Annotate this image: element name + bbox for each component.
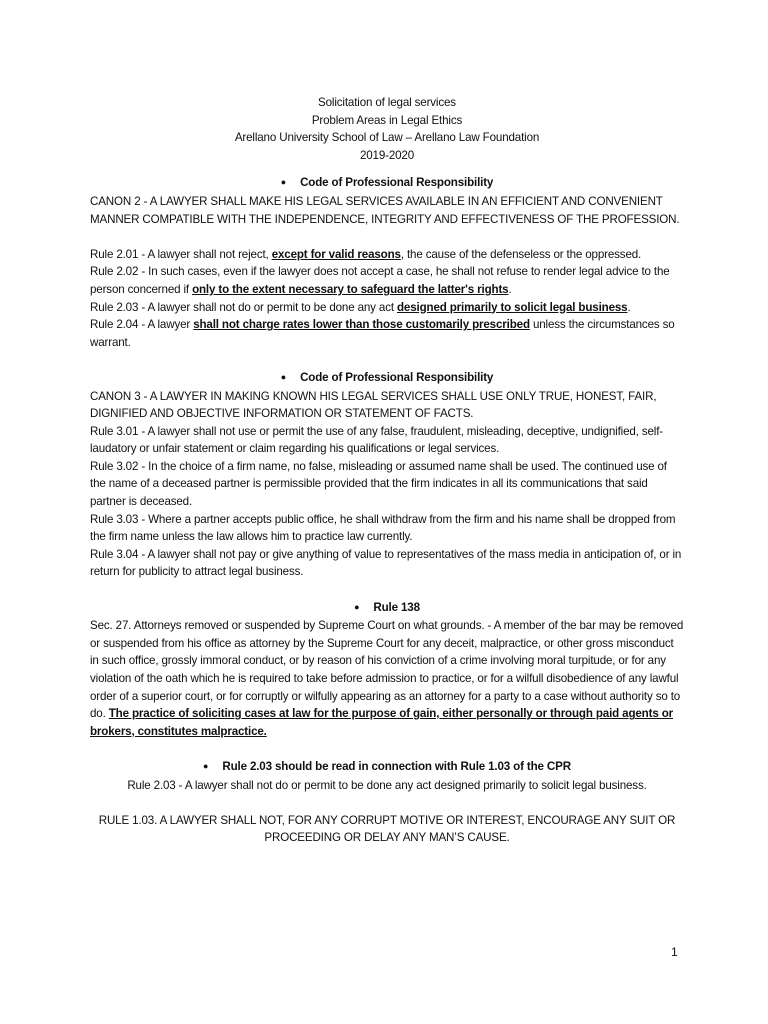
document-subtitle: Problem Areas in Legal Ethics (311, 113, 463, 127)
document-institution: Arellano University School of Law – Arellano Law Foundation (234, 131, 540, 145)
rule-138-sec-27: Sec. 27. Attorneys removed or suspended by Supreme Court on what grounds. - A member of the bar may be removed or suspended from his office as attorney by the Supreme Court for any deceit, malpractice, or other gross misconduct in such office, grossly immoral conduct, or by reason of his conviction of a crime involving moral turpitude, or for any violation of the oath which he is required to take before admission to practice, or for a wilfull disobedience of any lawful order of a superior court, or for corruptly or wilfully appearing as an attorney for a party to a case without authority so to do. The practice of soliciting cases at law for the purpose of gain, either personally or through paid agents or brokers, constitutes malpractice. (90, 619, 684, 738)
document-header (90, 94, 684, 164)
rule-3-04: Rule 3.04 - A lawyer shall not pay or give anything of value to representatives of the mass media in anticipation of, or in return for publicity to attract legal business. (90, 547, 682, 579)
section3-heading: ● Rule 138 (354, 600, 420, 614)
rule-2-01: Rule 2.01 - A lawyer shall not reject, except for valid reasons, the cause of the defenseless or the oppressed. (90, 247, 642, 261)
document-title: Solicitation of legal services (318, 96, 456, 109)
bullet-icon: ● (203, 760, 209, 771)
document-year: 2019-2020 (359, 148, 415, 162)
rule-3-03: Rule 3.03 - Where a partner accepts public office, he shall withdraw from the firm and his name shall be dropped from the firm name unless the law allows him to practice law currently. (90, 512, 676, 544)
section2-heading: ● Code of Professional Responsibility (280, 370, 494, 384)
rule-1-03: RULE 1.03. A LAWYER SHALL NOT, FOR ANY CORRUPT MOTIVE OR INTEREST, ENCOURAGE ANY SUIT OR PROCEEDING OR DELAY ANY MAN’S CAUSE. (98, 813, 676, 845)
section1-heading: ● Code of Professional Responsibility (280, 176, 494, 190)
canon-2: CANON 2 - A LAWYER SHALL MAKE HIS LEGAL SERVICES AVAILABLE IN AN EFFICIENT AND CONVENIENT MANNER COMPATIBLE WITH THE INDEPENDENCE, INTEGRITY AND EFFECTIVENESS OF THE PROFESSION. (90, 194, 680, 226)
rule-2-02: Rule 2.02 - In such cases, even if the lawyer does not accept a case, he shall not refuse to render legal advice to the person concerned if only to the extent necessary to safeguard the latter's rights. (90, 265, 670, 296)
rule-2-04: Rule 2.04 - A lawyer shall not charge rates lower than those customarily prescribed unless the circumstances so warrant. (90, 318, 675, 349)
rule-3-01: Rule 3.01 - A lawyer shall not use or permit the use of any false, fraudulent, misleading, deceptive, undignified, self-laudatory or unfair statement or claim regarding his qualifications or legal services. (90, 424, 663, 456)
rule-2-03-repeat: Rule 2.03 - A lawyer shall not do or permit to be done any act designed primarily to solicit legal business. (127, 778, 647, 792)
rule-2-03: Rule 2.03 - A lawyer shall not do or permit to be done any act designed primarily to solicit legal business. (90, 300, 631, 314)
bullet-icon: ● (280, 177, 287, 188)
bullet-icon: ● (354, 601, 360, 612)
rule-3-02: Rule 3.02 - In the choice of a firm name, no false, misleading or assumed name shall be used. The continued use of the name of a deceased partner is permissible provided that the firm indicates in all its communications that said partner is deceased. (90, 459, 667, 509)
section4-heading: ● Rule 2.03 should be read in connection with Rule 1.03 of the CPR (203, 759, 571, 773)
canon-3: CANON 3 - A LAWYER IN MAKING KNOWN HIS LEGAL SERVICES SHALL USE ONLY TRUE, HONEST, FAIR, DIGNIFIED AND OBJECTIVE INFORMATION OR STATEMENT OF FACTS. (90, 389, 657, 421)
bullet-icon: ● (280, 371, 287, 382)
malpractice-emphasis: The practice of soliciting cases at law for the purpose of gain, either personally or through paid agents or brokers, constitutes malpractice. (90, 707, 673, 738)
page-number: 1 (671, 945, 678, 959)
document-body (90, 94, 684, 847)
